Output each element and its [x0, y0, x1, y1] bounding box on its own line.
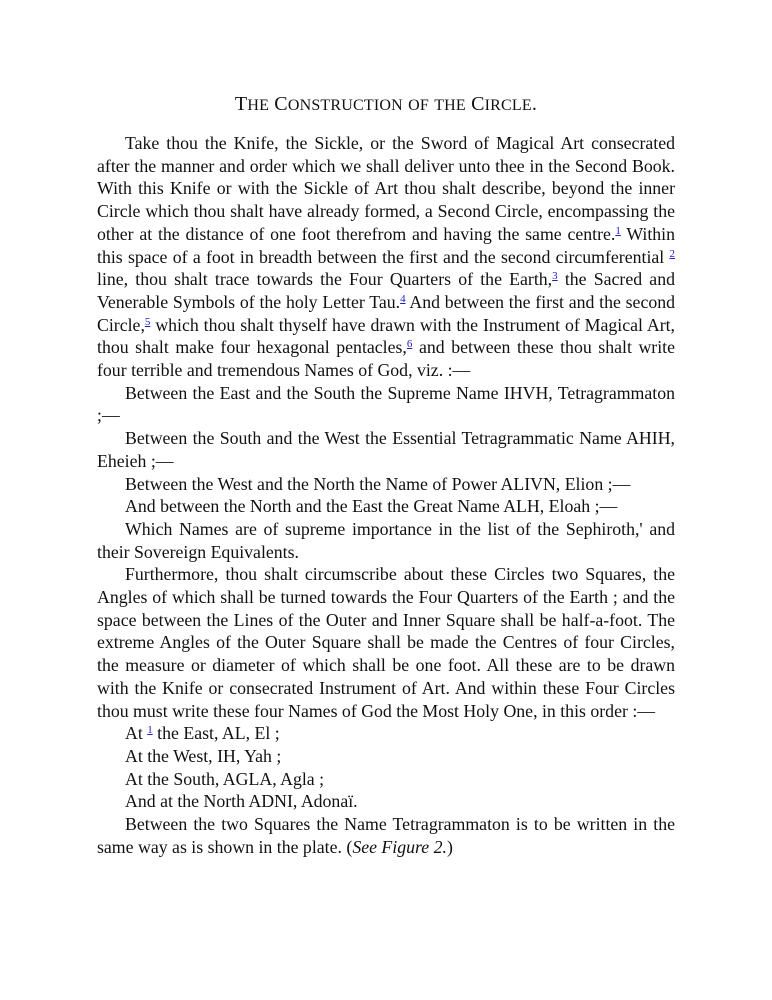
title-small-caps-he: HE — [247, 97, 270, 114]
title-small-caps-the: THE — [434, 97, 466, 114]
paragraph-east-south: Between the East and the South the Supreme Name IHVH, Tetragrammaton ;— — [97, 382, 675, 426]
paragraph-text: which thou shalt thyself have drawn with the Instrument of Magical Art, thou shalt make four hexagonal pentacles, — [97, 314, 675, 358]
paragraph-text: Within this space of a foot in breadth between the first and the second circumferential — [97, 223, 676, 267]
section-title — [97, 92, 675, 118]
paragraph-south-west: Between the South and the West the Essential Tetragrammatic Name AHIH, Eheieh ;— — [97, 428, 675, 471]
document-page — [97, 92, 675, 859]
title-initial-c2: C — [471, 93, 485, 115]
footnote-ref[interactable] — [670, 248, 676, 260]
title-period: . — [531, 93, 538, 115]
paragraph-west-north: Between the West and the North the Name of Power ALIVN, Elion ;— — [125, 473, 631, 494]
paragraph-text: Take thou the Knife, the Sickle, or the Sword of Magical Art consecrated after the manner and order which we shall deliver unto thee in the Second Book. With this Knife or with the Sickle of Art thou shalt describe, beyond the inner Circle which thou shalt have already formed, a Second Circle, encompassing the other at the distance of one foot therefrom and having the same centre. — [97, 133, 675, 244]
paragraph-north-east: And between the North and the East the Great Name ALH, Eloah ;— — [125, 496, 618, 517]
footnote-link-5[interactable]: 5 — [144, 315, 151, 328]
paragraph-sephiroth: Which Names are of supreme importance in the list of the Sephiroth,' and their Sovereign Equivalents. — [97, 518, 675, 562]
title-small-caps-onstruction: ONSTRUCTION — [287, 97, 403, 114]
footnote-link-1[interactable]: 1 — [615, 224, 621, 237]
paragraph-west: At the West, IH, Yah ; — [125, 745, 282, 766]
footnote-link-east[interactable]: 1 — [147, 724, 153, 737]
paragraph-text: the Sacred and Venerable Symbols of the holy Letter Tau. — [97, 269, 675, 312]
figure-reference: See Figure 2. — [352, 836, 447, 857]
title-initial-c: C — [274, 93, 288, 115]
paragraph-north: And at the North ADNI, Adonaï. — [125, 791, 358, 812]
paragraph-text: ) — [446, 836, 453, 857]
title-initial-t: T — [234, 93, 248, 115]
footnote-link-6[interactable]: 6 — [406, 338, 413, 351]
footnote-link-4[interactable]: 4 — [400, 292, 406, 305]
paragraph-text: Between the two Squares the Name Tetragrammaton is to be written in the same way as is shown in the plate. ( — [97, 814, 675, 857]
paragraph-text: and between these thou shalt write four terrible and tremendous Names of God, viz. :— — [97, 337, 675, 381]
paragraph-tetragrammaton — [97, 813, 675, 858]
paragraph-instructions — [97, 132, 675, 382]
paragraph-text: And between the first and the second Circle, — [97, 291, 676, 335]
footnote-link-3[interactable]: 3 — [552, 270, 558, 283]
paragraph-east — [97, 722, 675, 745]
title-small-caps-ircle: IRCLE — [484, 97, 532, 114]
paragraph-text: At — [125, 723, 148, 744]
title-small-caps-of: OF — [408, 97, 429, 114]
paragraph-text: line, thou shalt trace towards the Four Quarters of the Earth, — [97, 269, 553, 290]
paragraph-text: the East, AL, El ; — [152, 723, 280, 744]
footnote-link-2[interactable]: 2 — [669, 247, 675, 260]
paragraph-squares: Furthermore, thou shalt circumscribe about these Circles two Squares, the Angles of which shall be turned towards the Four Quarters of the Earth ; and the space between the Lines of the Outer and Inner Square shall be half-a-foot. The extreme Angles of the Outer Square shall be made the Centres of four Circles, the measure or diameter of which shall be one foot. All these are to be drawn with the Knife or consecrated Instrument of Art. And within these Four Circles thou must write these four Names of God the Most Holy One, in this order :— — [97, 564, 675, 721]
paragraph-south: At the South, AGLA, Agla ; — [125, 768, 325, 789]
